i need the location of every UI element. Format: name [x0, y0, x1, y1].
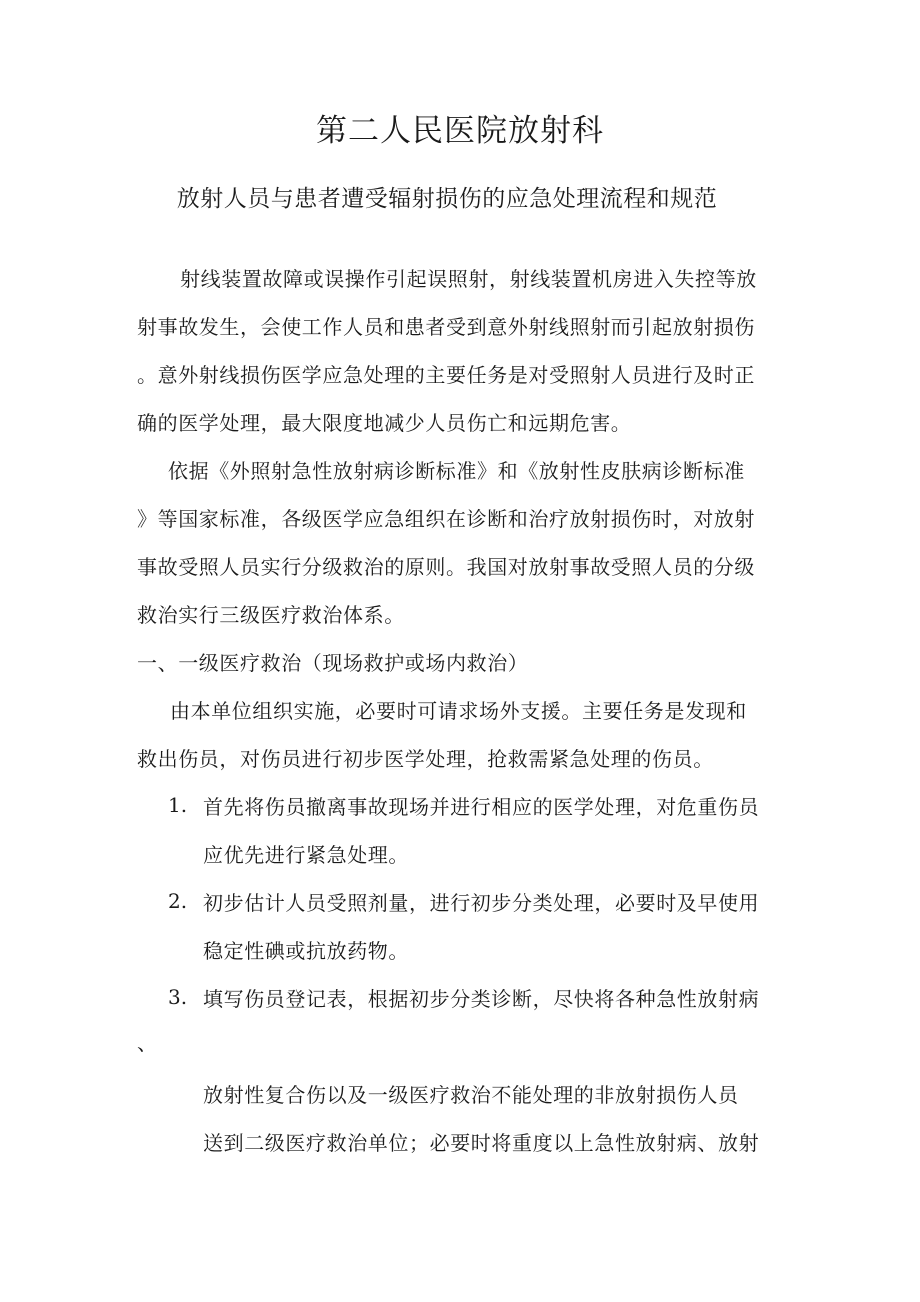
- list-item-line: 应优先进行紧急处理。: [203, 843, 409, 867]
- list-number: 3.: [168, 985, 188, 1009]
- list-item-line: 送到二级医疗救治单位；必要时将重度以上急性放射病、放射: [203, 1131, 760, 1155]
- list-item-line: 稳定性碘或抗放药物。: [203, 939, 409, 963]
- paragraph-line: 救治实行三级医疗救治体系。: [137, 603, 405, 627]
- section-heading: 一、一级医疗救治（现场救护或场内救治）: [137, 651, 529, 675]
- paragraph-line: 。意外射线损伤医学应急处理的主要任务是对受照射人员进行及时正: [137, 363, 755, 387]
- document-subtitle: 放射人员与患者遭受辐射损伤的应急处理流程和规范: [176, 186, 718, 212]
- paragraph-line: 射线装置故障或误操作引起误照射，射线装置机房进入失控等放: [180, 267, 757, 291]
- paragraph-line: 确的医学处理，最大限度地减少人员伤亡和远期危害。: [137, 411, 632, 435]
- paragraph-line: 救出伤员，对伤员进行初步医学处理，抢救需紧急处理的伤员。: [137, 747, 714, 771]
- paragraph-line: 射事故发生，会使工作人员和患者受到意外射线照射而引起放射损伤: [137, 315, 755, 339]
- paragraph-line: 》等国家标准，各级医学应急组织在诊断和治疗放射损伤时，对放射: [137, 507, 755, 531]
- document-title: 第二人民医院放射科: [316, 113, 604, 149]
- paragraph-line: 由本单位组织实施，必要时可请求场外支援。主要任务是发现和: [170, 699, 747, 723]
- paragraph-line: 事故受照人员实行分级救治的原则。我国对放射事故受照人员的分级: [137, 555, 755, 579]
- list-item-line: 放射性复合伤以及一级医疗救治不能处理的非放射损伤人员: [203, 1083, 739, 1107]
- list-item-line: 首先将伤员撤离事故现场并进行相应的医学处理，对危重伤员: [203, 795, 760, 819]
- list-number: 1.: [168, 793, 188, 817]
- list-item-line: 填写伤员登记表，根据初步分类诊断，尽快将各种急性放射病: [203, 987, 760, 1011]
- list-item-line: 初步估计人员受照剂量，进行初步分类处理，必要时及早使用: [203, 891, 760, 915]
- paragraph-line: 依据《外照射急性放射病诊断标准》和《放射性皮肤病诊断标准: [168, 459, 745, 483]
- list-item-line: 、: [137, 1031, 158, 1055]
- list-number: 2.: [168, 889, 188, 913]
